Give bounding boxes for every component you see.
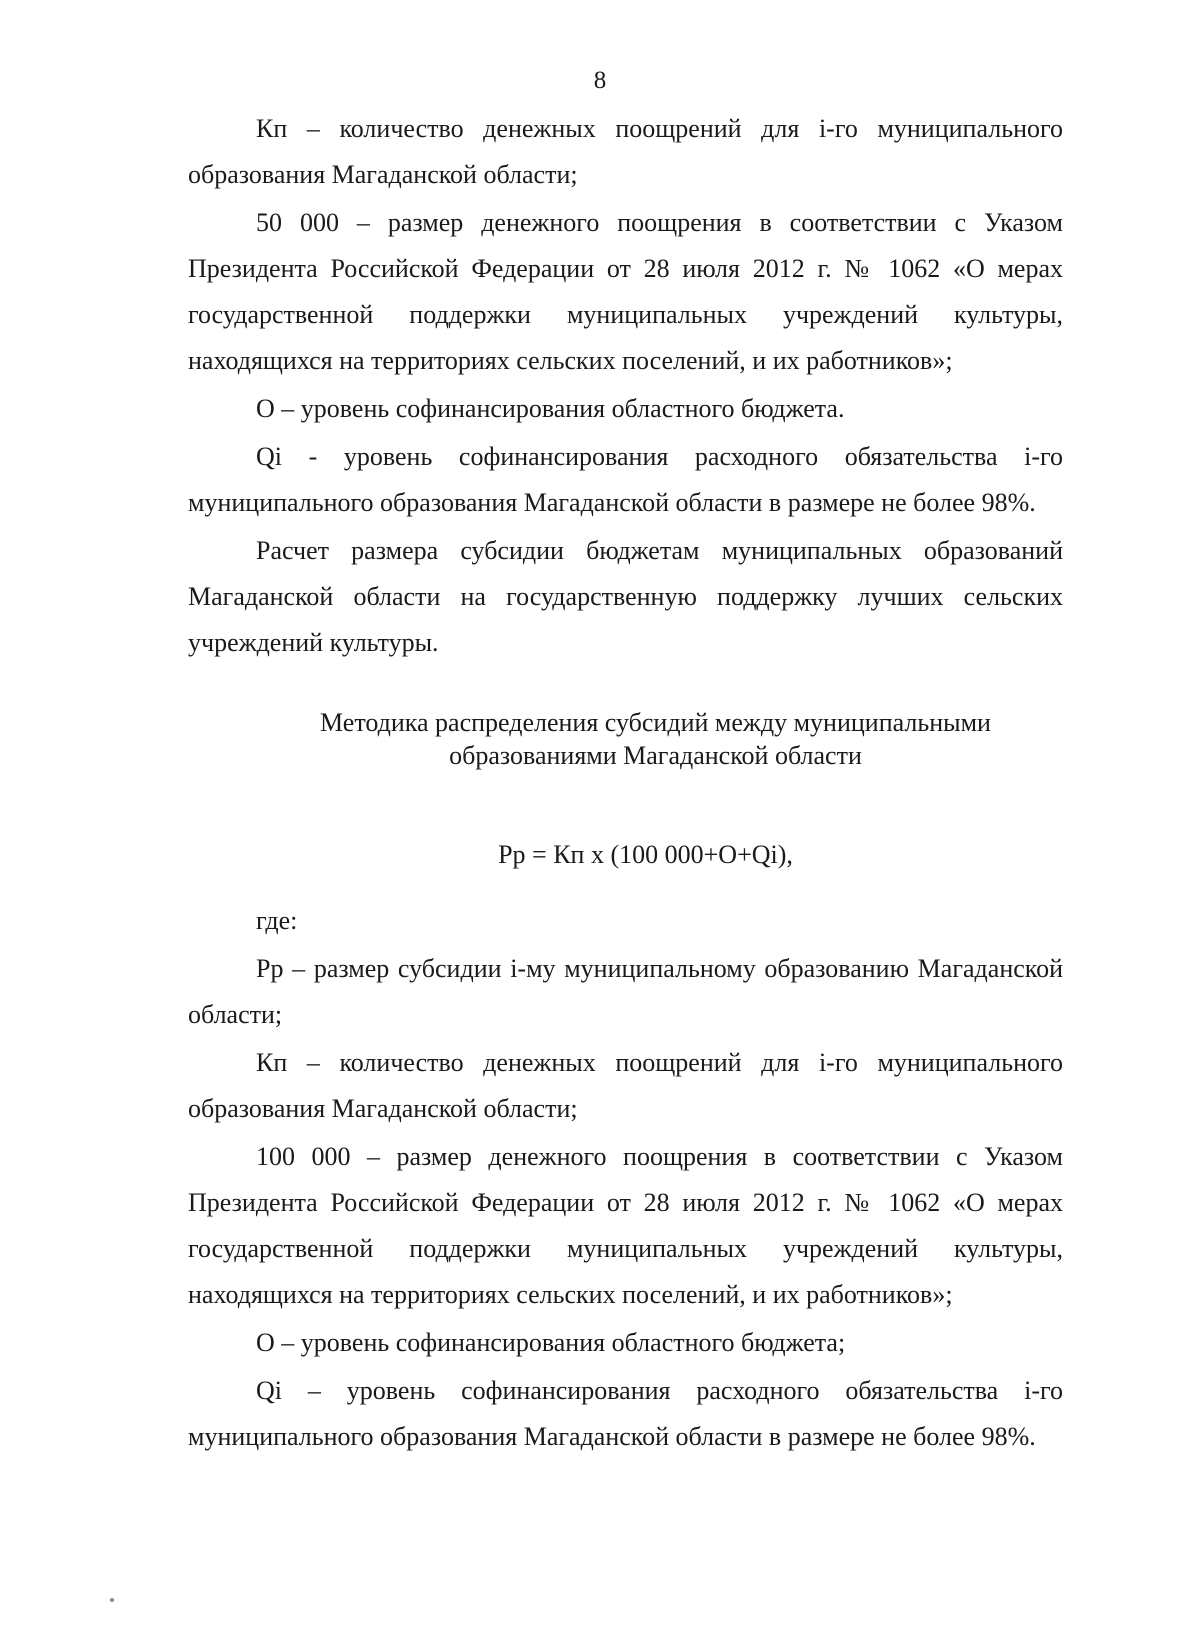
paragraph-subsidy-calculation: Расчет размера субсидии бюджетам муниципальных образований Магаданской области на государственную поддержку лучших сельских учреждений культуры. — [188, 536, 1063, 657]
paragraph-o-definition-2: О – уровень софинансирования областного бюджета; — [256, 1328, 846, 1357]
document-body — [188, 106, 1063, 1460]
section-heading — [188, 706, 1063, 772]
paragraph-100000-definition: 100 000 – размер денежного поощрения в соответствии с Указом Президента Российской Федерации от 28 июля 2012 г. № 1062 «О мерах государственной поддержки муниципальных учреждений культуры, находящихся на территориях сельских поселений, и их работников»; — [188, 1142, 1063, 1309]
paragraph-kp-definition-2: Кп – количество денежных поощрений для i-го муниципального образования Магаданской области; — [188, 1048, 1063, 1123]
paragraph-qi-definition: Qi - уровень софинансирования расходного обязательства i-го муниципального образования Магаданской области в размере не более 98%. — [188, 442, 1063, 517]
section-heading-line-1: Методика распределения субсидий между муниципальными — [320, 708, 991, 737]
paragraph-kp-definition: Кп – количество денежных поощрений для i-го муниципального образования Магаданской области; — [188, 114, 1063, 189]
scan-speck — [110, 1598, 114, 1602]
paragraph-50000-definition: 50 000 – размер денежного поощрения в соответствии с Указом Президента Российской Федерации от 28 июля 2012 г. № 1062 «О мерах государственной поддержки муниципальных учреждений культуры, находящихся на территориях сельских поселений, и их работников»; — [188, 208, 1063, 375]
paragraph-o-definition: О – уровень софинансирования областного бюджета. — [256, 394, 845, 423]
paragraph-qi-definition-2: Qi – уровень софинансирования расходного обязательства i-го муниципального образования Магаданской области в размере не более 98%. — [188, 1376, 1063, 1451]
page-number: 8 — [593, 67, 607, 94]
section-heading-line-2: образованиями Магаданской области — [449, 741, 862, 770]
where-label: где: — [256, 906, 298, 935]
paragraph-rr-definition: Рр – размер субсидии i-му муниципальному образованию Магаданской области; — [188, 954, 1063, 1029]
formula: Рр = Кп х (100 000+О+Qi), — [498, 840, 793, 869]
